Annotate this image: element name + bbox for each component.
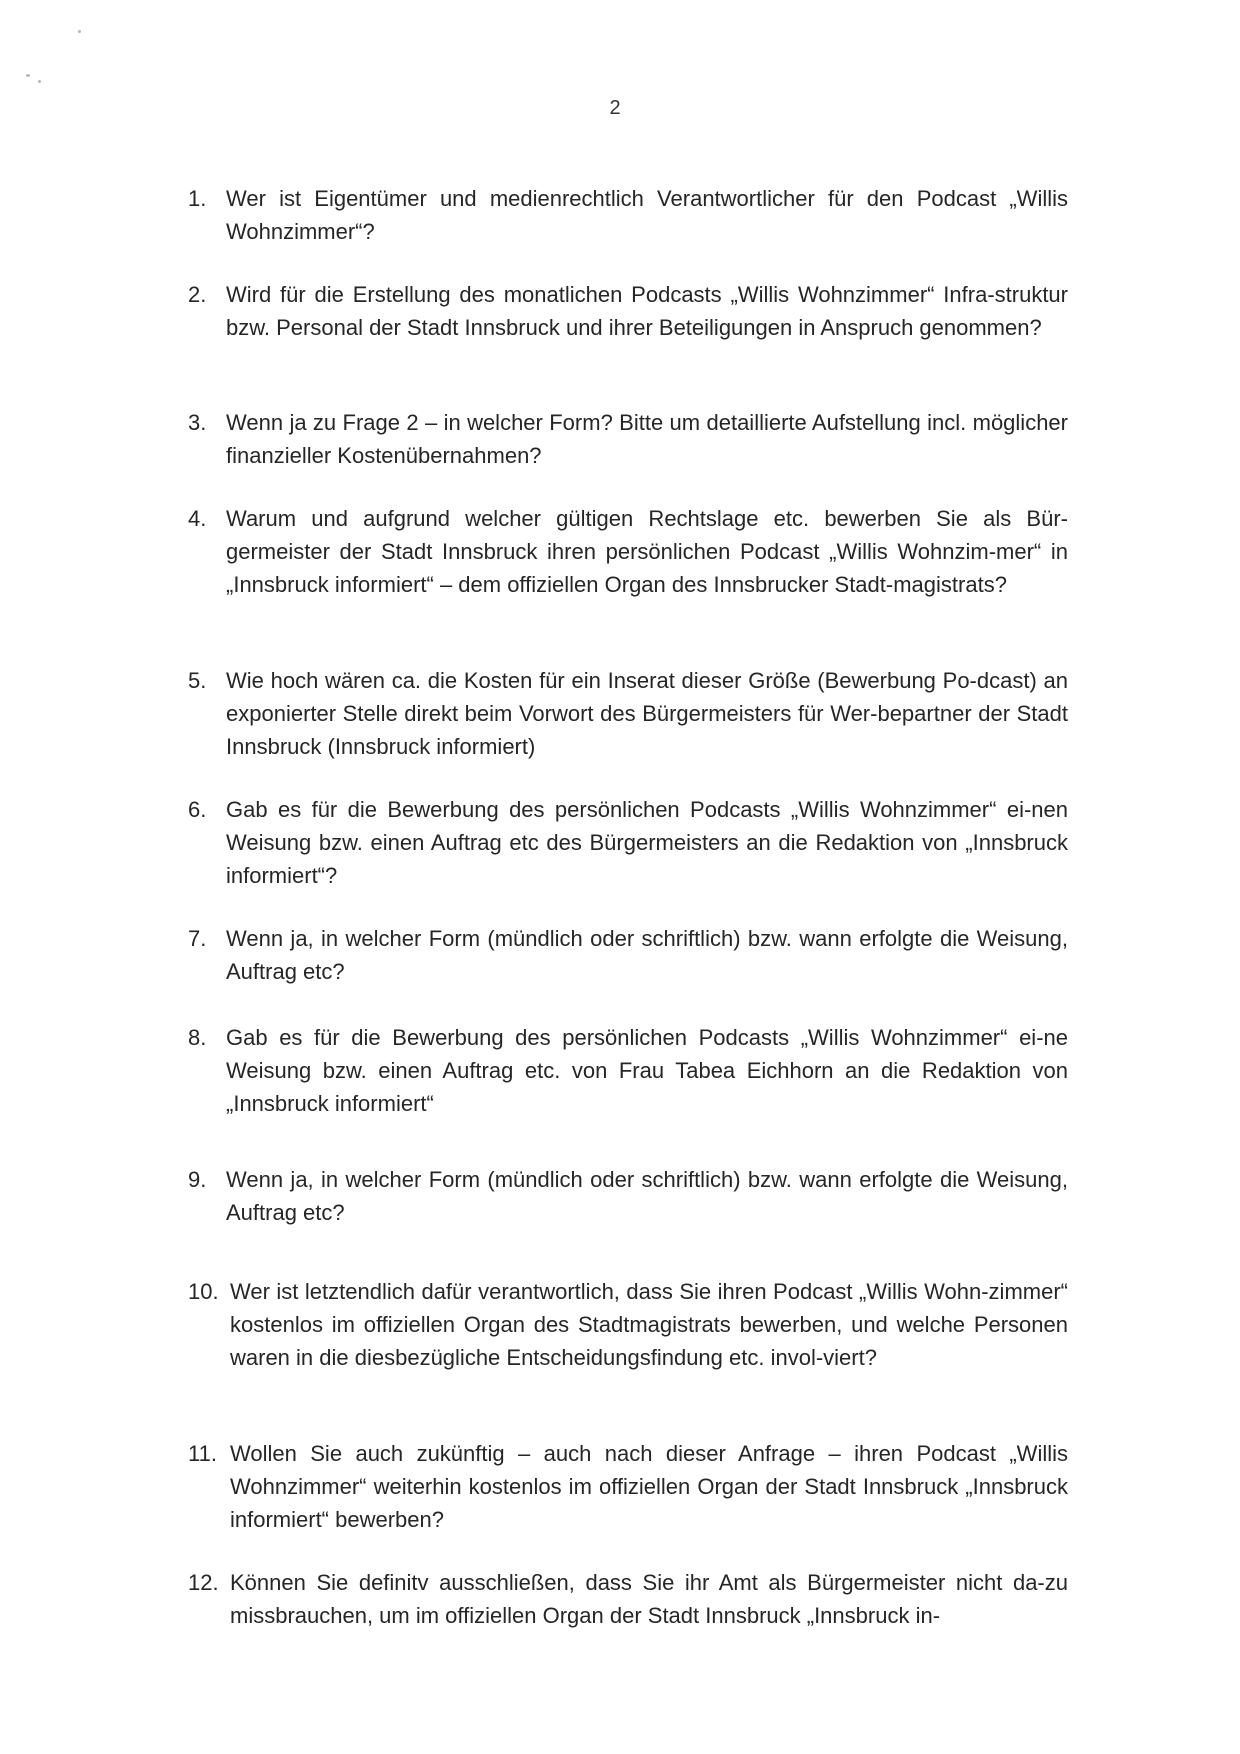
question-text: Wenn ja, in welcher Form (mündlich oder schriftlich) bzw. wann erfolgte die Weisung, Auftrag etc? xyxy=(226,926,1068,984)
question-number: 9. xyxy=(188,1167,207,1192)
question-number: 2. xyxy=(188,282,207,307)
question-item xyxy=(188,278,1068,344)
question-item xyxy=(188,502,1068,601)
question-number: 1. xyxy=(188,186,207,211)
scan-speck xyxy=(26,74,30,77)
question-number: 10. xyxy=(188,1279,219,1304)
question-item xyxy=(188,922,1068,988)
question-number: 3. xyxy=(188,410,207,435)
question-item xyxy=(188,793,1068,892)
question-text: Wollen Sie auch zukünftig – auch nach dieser Anfrage – ihren Podcast „Willis Wohnzimmer“ weiterhin kostenlos im offiziellen Organ der Stadt Innsbruck „Innsbruck informiert“ bewerben? xyxy=(230,1441,1068,1532)
question-item xyxy=(188,1021,1068,1120)
question-item xyxy=(188,182,1068,248)
question-number: 12. xyxy=(188,1570,219,1595)
question-text: Wie hoch wären ca. die Kosten für ein Inserat dieser Größe (Bewerbung Po-dcast) an exponierter Stelle direkt beim Vorwort des Bürgermeisters für Wer-bepartner der Stadt Innsbruck (Innsbruck informiert) xyxy=(226,668,1068,759)
question-number: 4. xyxy=(188,506,207,531)
question-item xyxy=(188,1566,1068,1632)
question-item xyxy=(188,1275,1068,1374)
question-item xyxy=(188,406,1068,472)
question-text: Gab es für die Bewerbung des persönlichen Podcasts „Willis Wohnzimmer“ ei-ne Weisung bzw. einen Auftrag etc. von Frau Tabea Eichhorn an die Redaktion von „Innsbruck informiert“ xyxy=(226,1025,1068,1116)
scan-speck xyxy=(78,30,81,33)
question-number: 5. xyxy=(188,668,207,693)
question-text: Wer ist letztendlich dafür verantwortlich, dass Sie ihren Podcast „Willis Wohn-zimmer“ kostenlos im offiziellen Organ des Stadtmagistrats bewerben, und welche Personen waren in die diesbezügliche Entscheidungsfindung etc. invol-viert? xyxy=(230,1279,1068,1370)
question-number: 8. xyxy=(188,1025,207,1050)
question-text: Wenn ja zu Frage 2 – in welcher Form? Bitte um detaillierte Aufstellung incl. möglicher finanzieller Kostenübernahmen? xyxy=(226,410,1068,468)
question-number: 11. xyxy=(188,1441,217,1466)
page-number: 2 xyxy=(609,97,621,119)
question-item xyxy=(188,664,1068,763)
question-number: 7. xyxy=(188,926,207,951)
question-item xyxy=(188,1437,1068,1536)
question-number: 6. xyxy=(188,797,207,822)
question-text: Können Sie definitv ausschließen, dass Sie ihr Amt als Bürgermeister nicht da-zu missbrauchen, um im offiziellen Organ der Stadt Innsbruck „Innsbruck in- xyxy=(230,1570,1068,1628)
question-text: Gab es für die Bewerbung des persönlichen Podcasts „Willis Wohnzimmer“ ei-nen Weisung bzw. einen Auftrag etc des Bürgermeisters an die Redaktion von „Innsbruck informiert“? xyxy=(226,797,1068,888)
question-text: Wer ist Eigentümer und medienrechtlich Verantwortlicher für den Podcast „Willis Wohnzimmer“? xyxy=(226,186,1068,244)
question-item xyxy=(188,1163,1068,1229)
scan-speck xyxy=(38,80,41,83)
question-text: Warum und aufgrund welcher gültigen Rechtslage etc. bewerben Sie als Bür-germeister der Stadt Innsbruck ihren persönlichen Podcast „Willis Wohnzim-mer“ in „Innsbruck informiert“ – dem offiziellen Organ des Innsbrucker Stadt-magistrats? xyxy=(226,506,1068,597)
question-text: Wenn ja, in welcher Form (mündlich oder schriftlich) bzw. wann erfolgte die Weisung, Auftrag etc? xyxy=(226,1167,1068,1225)
question-text: Wird für die Erstellung des monatlichen Podcasts „Willis Wohnzimmer“ Infra-struktur bzw. Personal der Stadt Innsbruck und ihrer Beteiligungen in Anspruch genommen? xyxy=(226,282,1068,340)
